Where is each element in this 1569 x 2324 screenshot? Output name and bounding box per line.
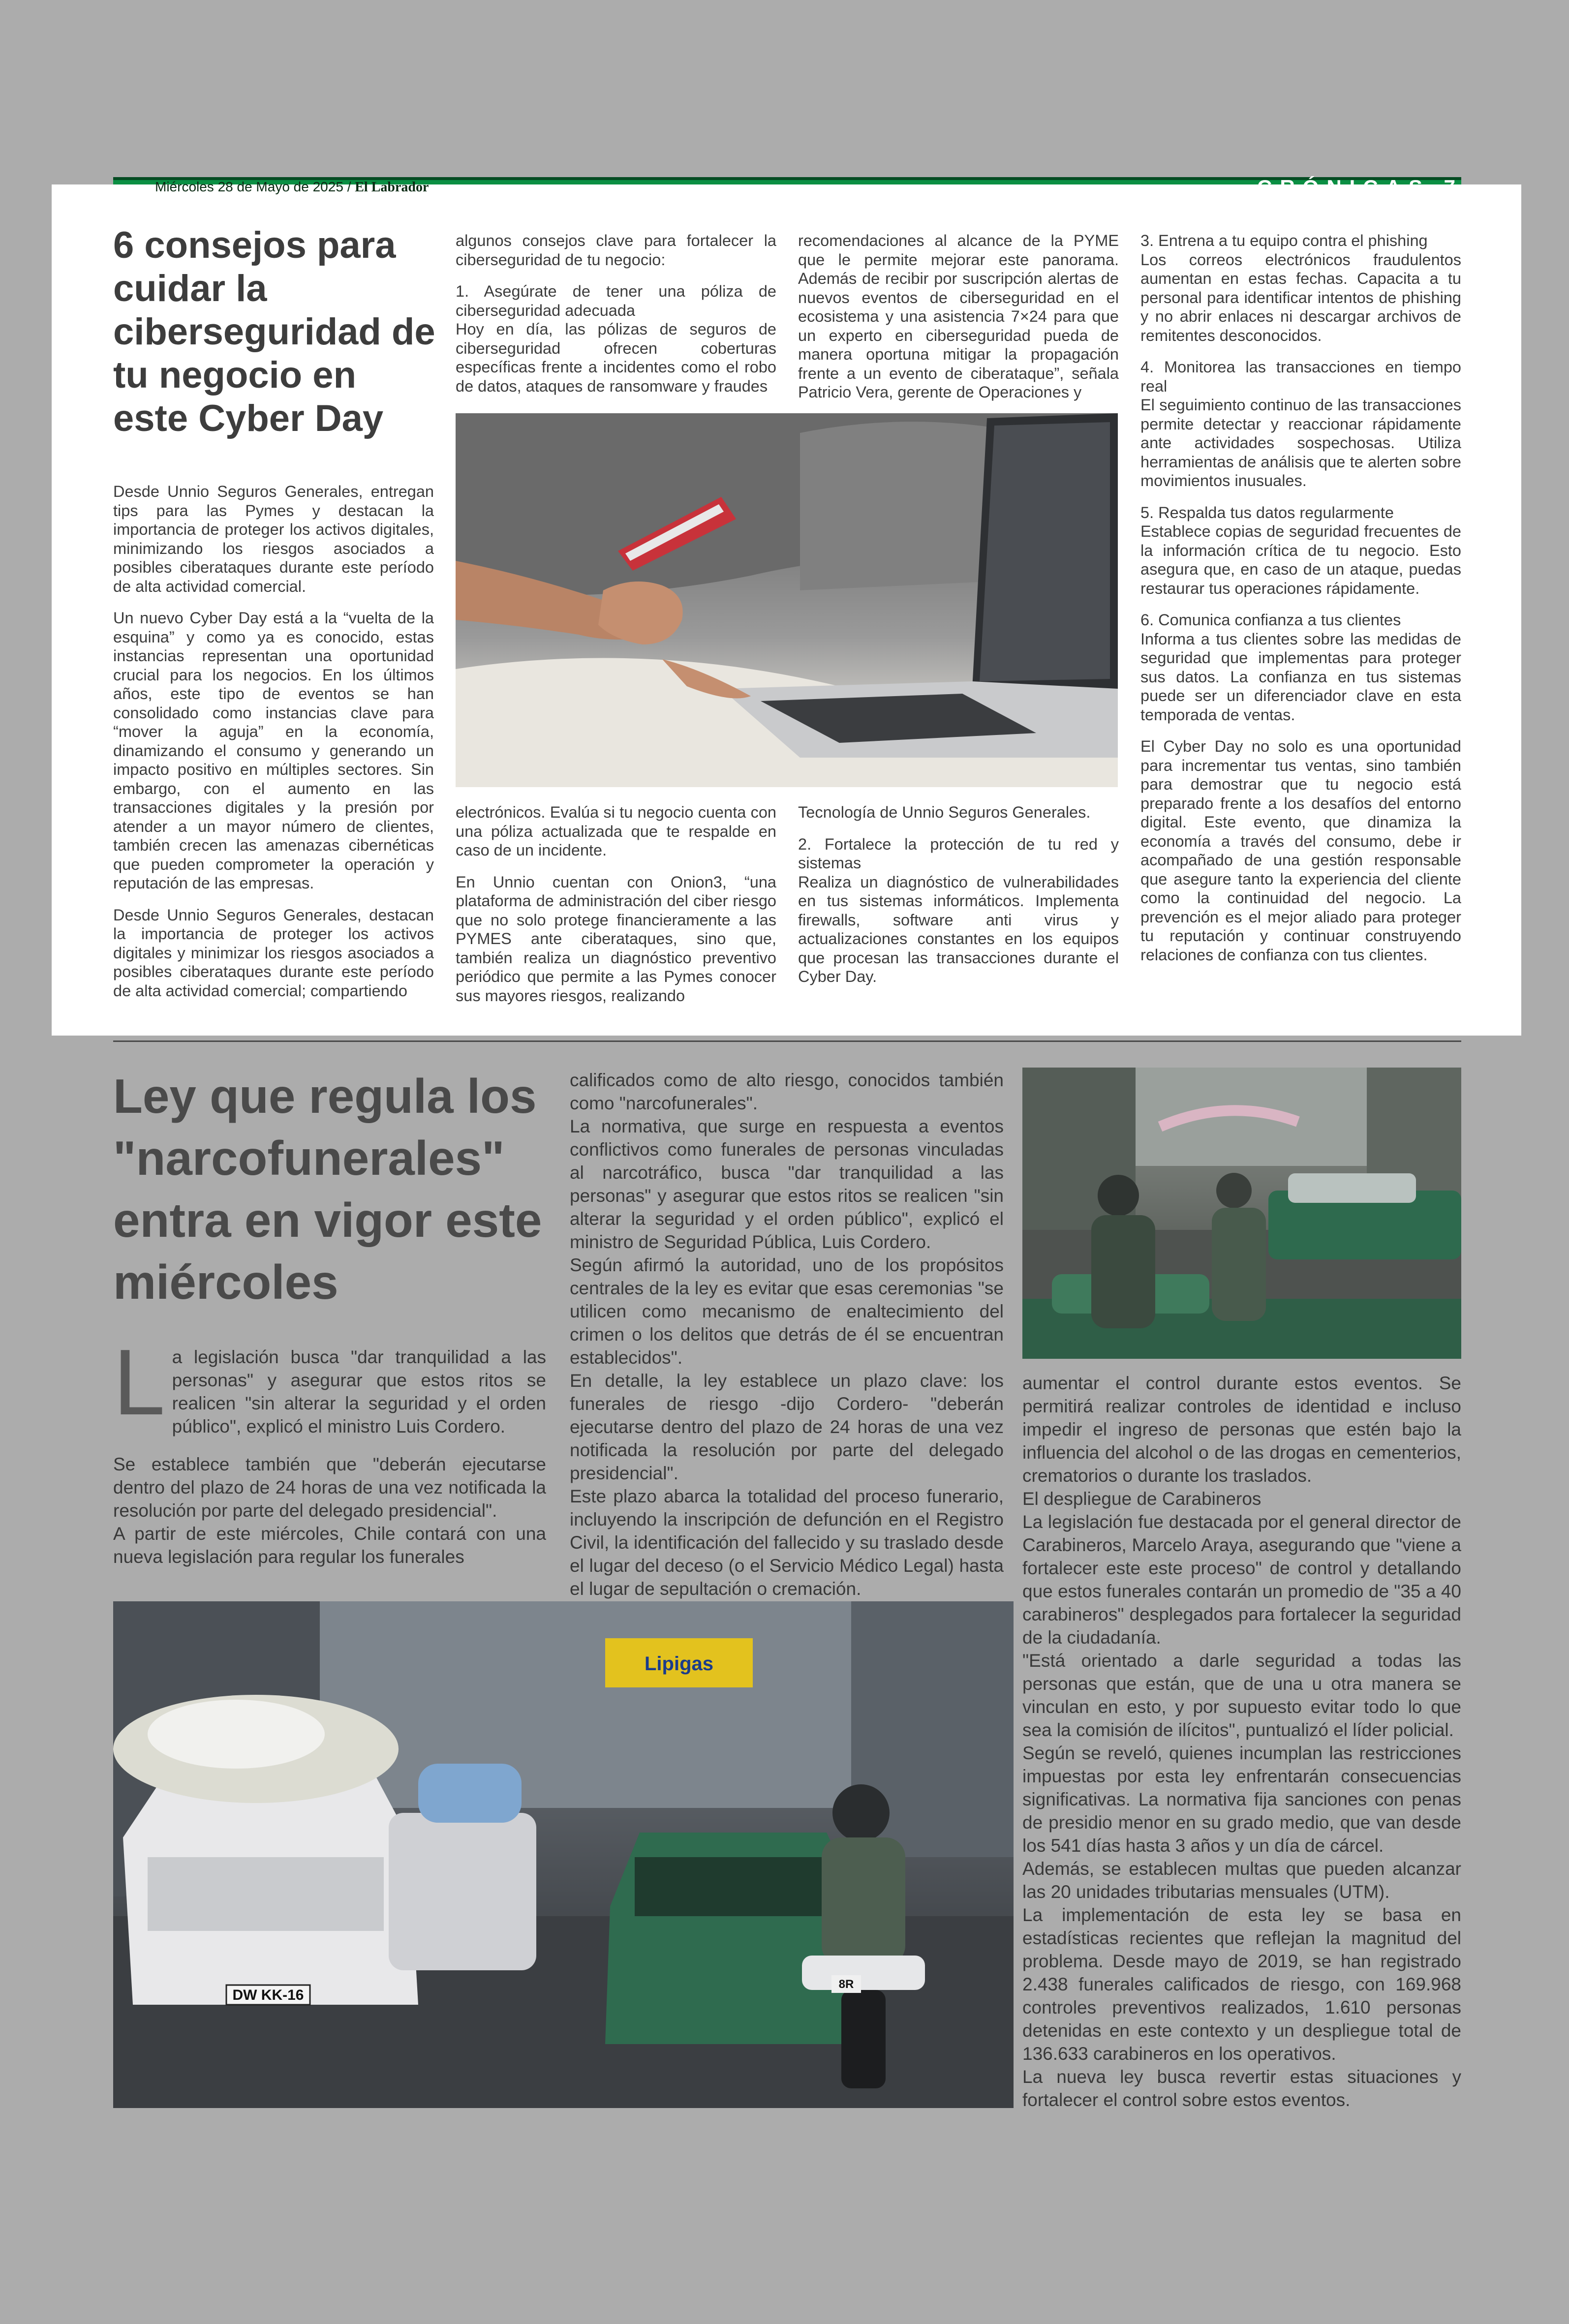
paragraph: En detalle, la ley establece un plazo clave: los funerales de riesgo -dijo Cordero- "deberán ejecutarse dentro del plazo de 24 horas de una vez notificada la resolución por parte del delegado presidencial".: [570, 1371, 1004, 1483]
paragraph: calificados como de alto riesgo, conocidos también como "narcofunerales".: [570, 1070, 1004, 1113]
drop-cap: L: [113, 1330, 165, 1435]
truck-brand-text: Lipigas: [644, 1653, 714, 1675]
paragraph: Establece copias de seguridad frecuentes de la información crítica de tu negocio. Esto asegura que, en caso de un ataque, puedas restaurar tus operaciones rápidamente.: [1140, 522, 1461, 597]
credit-card-laptop-photo: [456, 413, 1118, 787]
paragraph: "Está orientado a darle seguridad a todas las personas que están, que de una u otra manera se vinculan en esto, y por supuesto evitar todo lo que sea la comisión de ilícitos", puntualizó el líder policial.: [1022, 1651, 1461, 1740]
article1-column-3-bottom: [798, 803, 1119, 986]
article2-column-3: [1022, 1372, 1461, 2111]
paragraph: La implementación de esta ley se basa en estadísticas recientes que reflejan la magnitud del problema. Desde mayo de 2019, se han registrado 2.438 funerales calificados de riesgo, con 169.968 controles preventivos realizados, 1.610 personas detenidas en este contexto y un despliegue total de 136.633 carabineros en los operativos.: [1022, 1905, 1461, 2064]
header-dateline: [155, 178, 429, 196]
paragraph: aumentar el control durante estos eventos. Se permitirá realizar controles de identidad e incluso impedir el ingreso de personas que estén bajo la influencia del alcohol o de las drogas en cementerios, crematorios o durante los traslados.: [1022, 1373, 1461, 1486]
paragraph: Desde Unnio Seguros Generales, entregan tips para las Pymes y destacan la importancia de proteger los activos digitales, minimizando los riesgos asociados a posibles ciberataques durante este período de alta actividad comercial.: [113, 483, 434, 595]
paragraph: Los correos electrónicos fraudulentos aumentan en estas fechas. Capacita a tu personal para identificar intentos de phishing y no abrir enlaces ni descargar archivos de remitentes desconocidos.: [1140, 250, 1461, 344]
paragraph: Según afirmó la autoridad, uno de los propósitos centrales de la ley es evitar que esas ceremonias "se utilicen como mecanismo de enaltecimiento del crimen o los delitos que detrás de él se encuentran establecidos".: [570, 1255, 1004, 1368]
paragraph: Un nuevo Cyber Day está a la “vuelta de la esquina” y como ya es conocido, estas instancias representan una oportunidad crucial para los negocios. En los últimos años, este tipo de eventos se han consolidado como instancias clave para “mover la aguja” en la economía, dinamizando el consumo y generando un impacto positivo en múltiples sectores. Sin embargo, con el aumento en las transacciones digitales y la presión por atender a un mayor número de clientes, también crecen las amenazas cibernéticas que pueden comprometer la operación y reputación de las empresas.: [113, 609, 434, 892]
lead-text: a legislación busca "dar tranquilidad a las personas" y asegurar que estos ritos se realicen "sin alterar la seguridad y el orden público", explicó el ministro Luis Cordero.: [172, 1347, 546, 1437]
hearse-plate-text: DW KK-16: [232, 1987, 304, 2003]
paragraph: En Unnio cuentan con Onion3, “una plataforma de administración del ciber riesgo que no solo protege financieramente a las PYMES ante ciberataques, sino que, también realiza un diagnóstico preventivo periódico que permite a las Pymes conocer sus mayores riesgos, realizando: [456, 873, 776, 1005]
funeral-procession-photo: [113, 1601, 1014, 2108]
police-street-illustration: [1022, 1068, 1461, 1359]
subheading: El despliegue de Carabineros: [1022, 1489, 1261, 1509]
paragraph: La normativa, que surge en respuesta a eventos conflictivos como funerales de personas vinculadas al narcotráfico, busca "dar tranquilidad a las personas" y asegurar que estos ritos se realicen "sin alterar la seguridad y el orden público", explicó el ministro de Seguridad Pública, Luis Cordero.: [570, 1116, 1004, 1252]
police-street-photo: [1022, 1068, 1461, 1359]
subheading: 4. Monitorea las transacciones en tiempo real: [1140, 358, 1461, 395]
paragraph: Realiza un diagnóstico de vulnerabilidades en tus sistemas informáticos. Implementa firewalls, software anti virus y actualizaciones constantes en los equipos que procesan las transacciones durante el Cyber Day.: [798, 873, 1119, 985]
article1-column-1: [113, 482, 434, 1013]
paragraph: electrónicos. Evalúa si tu negocio cuenta con una póliza actualizada que te respalde en caso de un incidente.: [456, 803, 776, 859]
paragraph: Además, se establecen multas que pueden alcanzar las 20 unidades tributarias mensuales (UTM).: [1022, 1859, 1461, 1902]
article2-column-1: [113, 1330, 546, 1568]
article1-column-4: [1140, 231, 1461, 964]
paragraph: Hoy en día, las pólizas de seguros de ciberseguridad ofrecen coberturas específicas frente a incidentes como el robo de datos, ataques de ransomware y fraudes: [456, 320, 776, 395]
paragraph: Según se reveló, quienes incumplan las restricciones impuestas por esta ley enfrentarán consecuencias significativas. La normativa fija sanciones con penas de presidio menor en su grado medio, que van desde los 541 días hasta 3 años y un día de cárcel.: [1022, 1743, 1461, 1856]
subheading: 3. Entrena a tu equipo contra el phishing: [1140, 232, 1428, 249]
header-paper-name: El Labrador: [355, 180, 429, 195]
paragraph: Tecnología de Unnio Seguros Generales.: [798, 803, 1091, 821]
subheading: 6. Comunica confianza a tus clientes: [1140, 611, 1401, 629]
paragraph: Este plazo abarca la totalidad del proceso funerario, incluyendo la inscripción de defunción en el Registro Civil, la identificación del fallecido y su traslado desde el lugar del deceso (o el Servicio Médico Legal) hasta el lugar de sepultación o cremación.: [570, 1486, 1004, 1599]
paragraph: algunos consejos clave para fortalecer la ciberseguridad de tu negocio:: [456, 232, 776, 269]
paragraph: La nueva ley busca revertir estas situaciones y fortalecer el control sobre estos eventos.: [1022, 2067, 1461, 2110]
paragraph: El Cyber Day no solo es una oportunidad para incrementar tus ventas, sino también para demostrar que tu negocio está preparado frente a los desafíos del entorno digital. Este evento, que dinamiza la economía a través del consumo, debe ir acompañado de una gestión responsable que asegure tanto la experiencia del cliente como la continuidad del negocio. La prevención es el mejor aliado para proteger tu reputación y continuar construyendo relaciones de confianza con tus clientes.: [1140, 737, 1461, 964]
paragraph: La legislación fue destacada por el general director de Carabineros, Marcelo Araya, asegurando que "viene a fortalecer este este proceso" de control y detallando que estos funerales contarán un promedio de "35 a 40 carabineros" desplegados para fortalecer la seguridad de la ciudadanía.: [1022, 1512, 1461, 1648]
article1-column-3-top: [798, 231, 1119, 402]
paragraph: A partir de este miércoles, Chile contará con una nueva legislación para regular los funerales: [113, 1524, 546, 1567]
article2-headline: Ley que regula los "narcofunerales" entra en vigor este miércoles: [113, 1069, 542, 1309]
subheading: 2. Fortalece la protección de tu red y sistemas: [798, 835, 1119, 872]
header-date: Miércoles 28 de Mayo de 2025: [155, 179, 343, 194]
subheading: 5. Respalda tus datos regularmente: [1140, 503, 1394, 521]
moto-plate-text: 8R: [838, 1978, 854, 1991]
article1-headline: 6 consejos para cuidar la ciberseguridad de tu negocio en este Cyber Day: [113, 224, 435, 439]
paragraph: Se establece también que "deberán ejecutarse dentro del plazo de 24 horas de una vez notificada la resolución por parte del delegado presidencial".: [113, 1454, 546, 1521]
paragraph: Informa a tus clientes sobre las medidas de seguridad que implementas para proteger sus datos. La confianza en tus sistemas puede ser un diferenciador clave en esta temporada de ventas.: [1140, 630, 1461, 724]
credit-card-laptop-illustration: [456, 413, 1118, 787]
funeral-procession-illustration: [113, 1601, 1014, 2108]
paragraph: El seguimiento continuo de las transacciones permite detectar y reaccionar rápidamente ante actividades sospechosas. Utiliza herramientas de análisis que te alerten sobre movimientos inusuales.: [1140, 396, 1461, 489]
article1-column-2-bottom: [456, 803, 776, 1005]
paragraph: Desde Unnio Seguros Generales, destacan la importancia de proteger los activos digitales y minimizar los riesgos asociados a posibles ciberataques durante este período de alta actividad comercial; compartiendo: [113, 906, 434, 1000]
lead-paragraph: [113, 1330, 546, 1438]
article1-column-2-top: [456, 231, 776, 396]
paragraph: recomendaciones al alcance de la PYME que le permite mejorar este panorama. Además de recibir por suscripción alertas de nuevos eventos de ciberseguridad en el ecosistema y una asistencia 7×24 para que un experto en ciberseguridad pueda de manera oportuna mitigar la propagación frente a un evento de ciberataque”, señala Patricio Vera, gerente de Operaciones y: [798, 232, 1119, 401]
subheading: 1. Asegúrate de tener una póliza de ciberseguridad adecuada: [456, 282, 776, 319]
header-separator: /: [347, 179, 351, 194]
article2-column-2: [570, 1069, 1004, 1623]
section-divider: [113, 1040, 1461, 1042]
section-label: CRÓNICAS 7: [1257, 176, 1464, 199]
